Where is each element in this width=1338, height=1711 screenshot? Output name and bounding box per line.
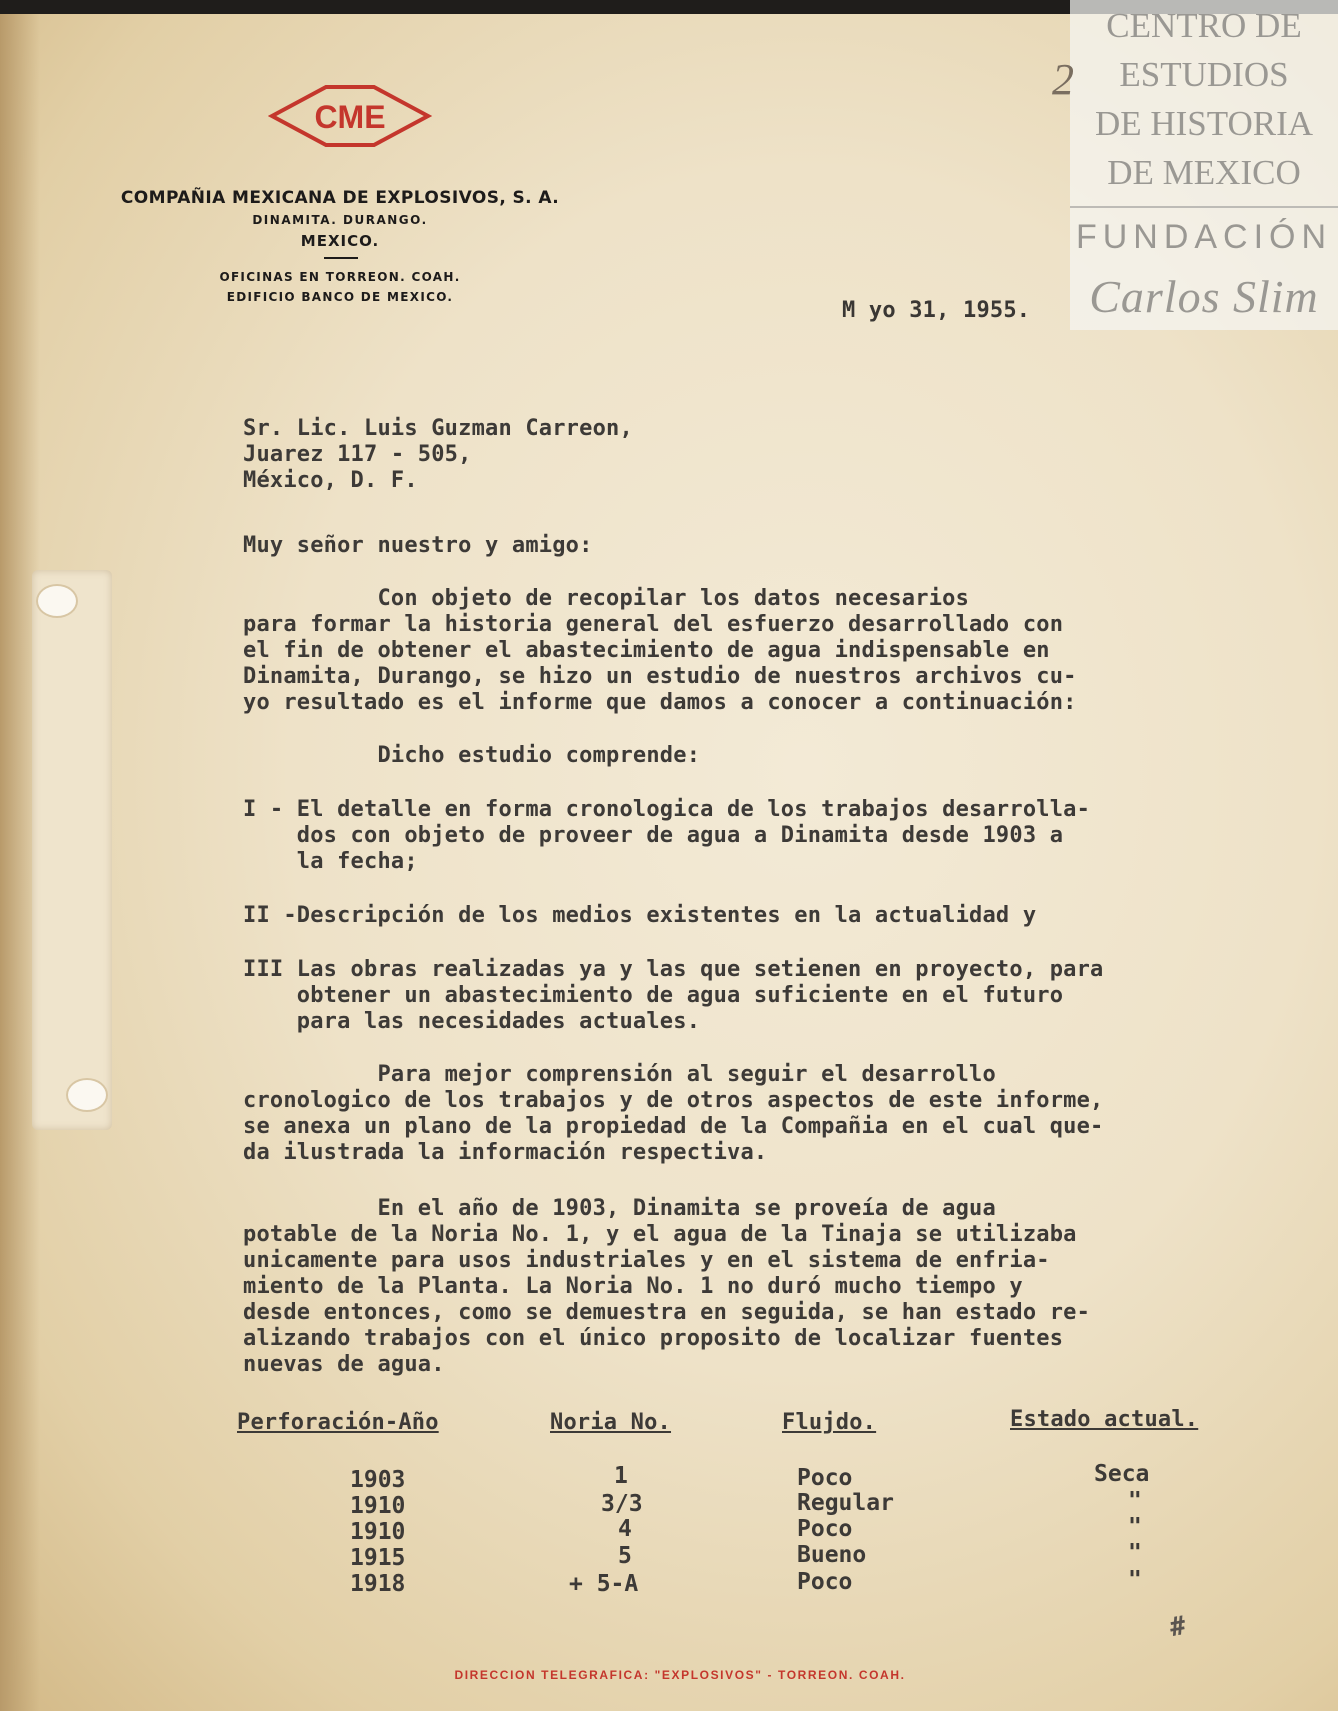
- body-line: Con objeto de recopilar los datos necesarios: [243, 586, 970, 611]
- body-line: el fin de obtener el abastecimiento de agua indispensable en: [243, 638, 1050, 663]
- table-cell-noria: 4: [618, 1516, 632, 1542]
- body-line: da ilustrada la información respectiva.: [243, 1140, 768, 1165]
- punch-hole-bottom: [66, 1078, 108, 1112]
- list-item-line: III Las obras realizadas ya y las que setienen en proyecto, para: [243, 957, 1104, 982]
- body-line: potable de la Noria No. 1, y el agua de la Tinaja se utilizaba: [243, 1222, 1077, 1247]
- stamp-line-4: DE MEXICO: [1107, 153, 1301, 192]
- body-line: En el año de 1903, Dinamita se proveía de agua: [243, 1196, 996, 1221]
- table-header-noria: Noria No.: [550, 1410, 672, 1435]
- body-line: yo resultado es el informe que damos a conocer a continuación:: [243, 690, 1077, 715]
- table-cell-flow: Poco: [797, 1465, 853, 1491]
- list-item-line: I - El detalle en forma cronologica de los trabajos desarrolla-: [243, 797, 1091, 822]
- stamp-line-1: CENTRO DE: [1106, 6, 1302, 45]
- logo-text: CME: [314, 99, 386, 135]
- table-cell-status: ": [1128, 1567, 1142, 1593]
- body-line: desde entonces, como se demuestra en seguida, se han estado re-: [243, 1300, 1091, 1325]
- body-line: alizando trabajos con el único proposito de localizar fuentes: [243, 1326, 1064, 1351]
- handwritten-page-number: 2: [1052, 55, 1074, 104]
- table-cell-year: 1910: [350, 1519, 406, 1545]
- list-item-line: para las necesidades actuales.: [243, 1009, 701, 1034]
- list-item-line: obtener un abastecimiento de agua suficiente en el futuro: [243, 983, 1064, 1008]
- office-address-line-1: OFICINAS EN TORREON. COAH.: [219, 270, 461, 284]
- archive-stamp: [1070, 0, 1338, 330]
- table-cell-noria: 5: [618, 1543, 632, 1569]
- table-cell-status: Seca: [1094, 1461, 1150, 1487]
- body-line: se anexa un plano de la propiedad de la Compañia en el cual que-: [243, 1114, 1104, 1139]
- table-cell-status: ": [1128, 1540, 1142, 1566]
- stamp-line-2: ESTUDIOS: [1119, 55, 1289, 94]
- body-line: unicamente para usos industriales y en el sistema de enfria-: [243, 1248, 1050, 1273]
- body-line: Para mejor comprensión al seguir el desarrollo: [243, 1062, 996, 1087]
- binding-strip: [32, 570, 112, 1130]
- table-cell-flow: Poco: [797, 1569, 853, 1595]
- list-item-line: la fecha;: [243, 849, 418, 874]
- stamp-line-5: FUNDACIÓN: [1075, 218, 1333, 256]
- punch-hole-top: [36, 584, 78, 618]
- table-cell-year: 1910: [350, 1493, 406, 1519]
- table-header-flow: Flujdo.: [782, 1410, 877, 1435]
- table-cell-noria: 3/3: [601, 1491, 643, 1517]
- table-cell-status: ": [1128, 1488, 1142, 1514]
- stamp-divider: [1070, 206, 1338, 208]
- letter-date: M yo 31, 1955.: [842, 298, 1031, 323]
- telegraph-footer: DIRECCION TELEGRAFICA: "EXPLOSIVOS" - TORREON. COAH.: [454, 1668, 906, 1682]
- body-line: miento de la Planta. La Noria No. 1 no duró mucho tiempo y: [243, 1274, 1023, 1299]
- table-header-status: Estado actual.: [1010, 1407, 1199, 1432]
- table-cell-flow: Bueno: [797, 1542, 867, 1568]
- body-line: Dinamita, Durango, se hizo un estudio de nuestros archivos cu-: [243, 664, 1077, 689]
- table-cell-noria: 1: [614, 1463, 628, 1489]
- address-line: Sr. Lic. Luis Guzman Carreon,: [243, 416, 633, 441]
- table-cell-year: 1918: [350, 1571, 406, 1597]
- company-country: MEXICO.: [300, 232, 380, 250]
- hash-mark: #: [1167, 1610, 1189, 1644]
- body-line: Dicho estudio comprende:: [243, 743, 701, 768]
- letterhead-divider: [324, 257, 358, 259]
- body-line: cronologico de los trabajos y de otros aspectos de este informe,: [243, 1088, 1104, 1113]
- table-cell-flow: Poco: [797, 1516, 853, 1542]
- company-location: DINAMITA. DURANGO.: [252, 213, 428, 227]
- table-cell-year: 1915: [350, 1545, 406, 1571]
- body-line: para formar la historia general del esfuerzo desarrollado con: [243, 612, 1064, 637]
- address-line: México, D. F.: [243, 468, 418, 493]
- cme-logo: [268, 84, 432, 148]
- table-cell-status: ": [1128, 1514, 1142, 1540]
- address-line: Juarez 117 - 505,: [243, 442, 472, 467]
- table-header-year: Perforación-Año: [237, 1410, 439, 1435]
- stamp-line-3: DE HISTORIA: [1094, 104, 1314, 143]
- table-cell-flow: Regular: [797, 1490, 894, 1516]
- table-cell-noria: + 5-A: [569, 1571, 639, 1597]
- company-name: COMPAÑIA MEXICANA DE EXPLOSIVOS, S. A.: [120, 188, 560, 208]
- list-item-line: dos con objeto de proveer de agua a Dinamita desde 1903 a: [243, 823, 1064, 848]
- list-item-line: II -Descripción de los medios existentes en la actualidad y: [243, 903, 1037, 928]
- body-line: nuevas de agua.: [243, 1352, 445, 1377]
- table-cell-year: 1903: [350, 1467, 406, 1493]
- stamp-signature: Carlos Slim: [1089, 271, 1319, 322]
- office-address-line-2: EDIFICIO BANCO DE MEXICO.: [226, 290, 454, 304]
- salutation: Muy señor nuestro y amigo:: [243, 533, 593, 558]
